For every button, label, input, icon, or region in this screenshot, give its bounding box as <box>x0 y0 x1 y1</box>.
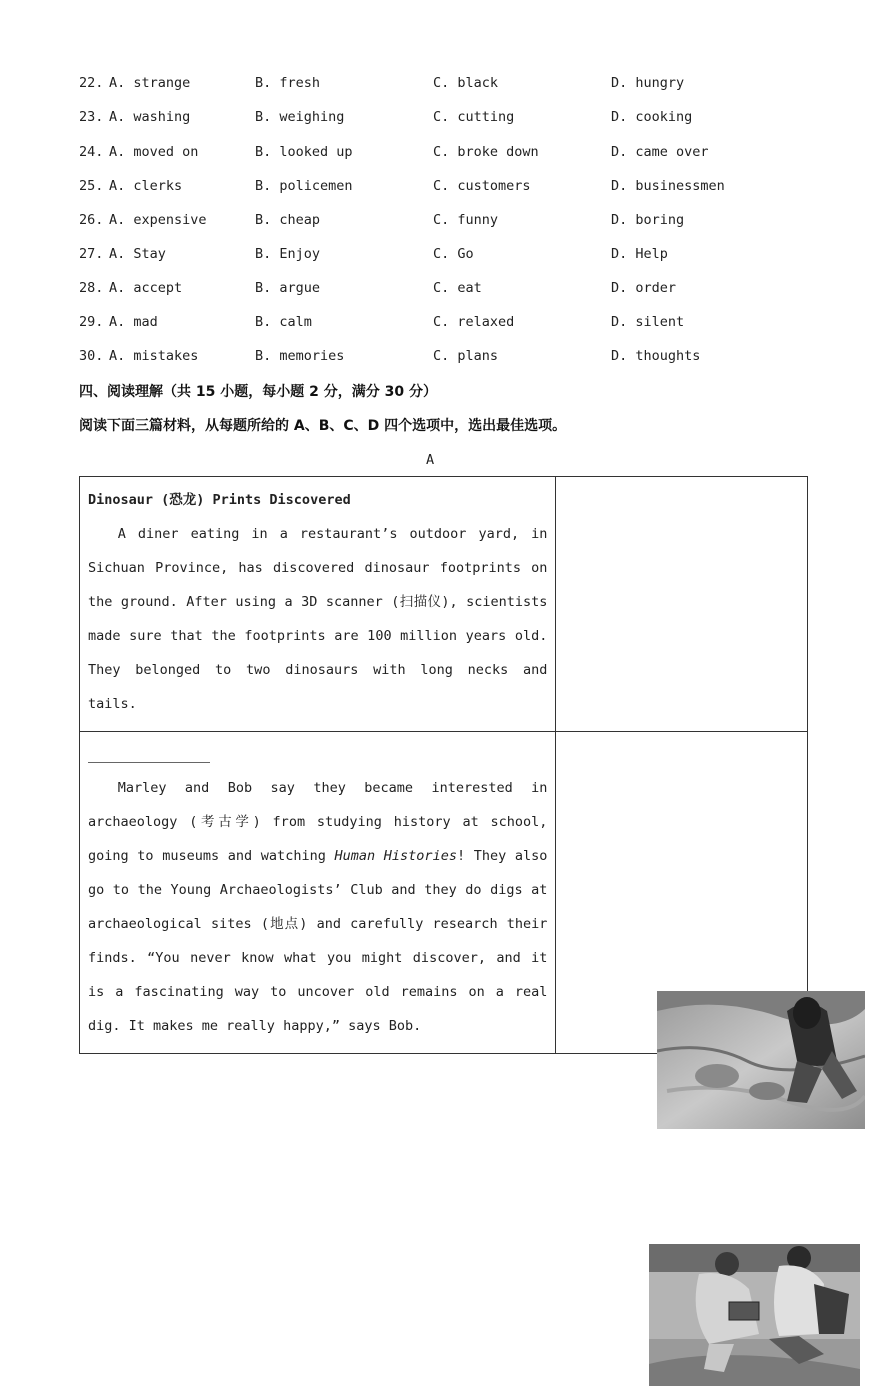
option-c: C. relaxed <box>433 314 515 330</box>
option-b: B. fresh <box>255 75 321 91</box>
option-c: C. funny <box>433 212 499 228</box>
option-d: D. hungry <box>611 75 685 91</box>
option-b: B. policemen <box>255 178 353 194</box>
option-c: C. customers <box>433 178 531 194</box>
option-b: B. calm <box>255 314 312 330</box>
option-b: B. weighing <box>255 109 345 125</box>
option-d: D. thoughts <box>611 348 701 364</box>
question-number: 29. <box>79 314 104 330</box>
dinosaur-footprint-photo <box>657 991 865 1129</box>
story-1-text-cell <box>80 477 556 732</box>
story-2-text-after: ! They also go to the Young Archaeologists’ Club and they do digs at archaeological sites (地点) and carefully research their finds. “You never know what you might discover, and it is a fascinating way to uncover old remains on a real dig. It makes me really happy,” says Bob. <box>88 848 548 1034</box>
story-1-title: Dinosaur (恐龙) Prints Discovered <box>88 492 351 508</box>
story-1-body: A diner eating in a restaurant’s outdoor yard, in Sichuan Province, has discovered dinosaur footprints on the ground. After using a 3D scanner (扫描仪), scientists made sure that the footprints are 100 million years old. They belonged to two dinosaurs with long necks and tails. <box>88 526 548 712</box>
option-d: D. boring <box>611 212 685 228</box>
option-c: C. cutting <box>433 109 515 125</box>
option-a: A. washing <box>109 109 191 125</box>
option-b: B. argue <box>255 280 321 296</box>
option-a: A. strange <box>109 75 191 91</box>
option-d: D. order <box>611 280 677 296</box>
passage-letter: A <box>426 452 435 468</box>
question-number: 23. <box>79 109 104 125</box>
question-row <box>79 280 819 300</box>
archaeology-dig-photo <box>649 1244 860 1386</box>
question-row <box>79 178 819 198</box>
option-d: D. silent <box>611 314 685 330</box>
option-a: A. accept <box>109 280 183 296</box>
question-row <box>79 75 819 95</box>
question-row <box>79 212 819 232</box>
story-2-italic-title: Human Histories <box>334 848 457 864</box>
option-c: C. broke down <box>433 144 539 160</box>
question-row <box>79 314 819 334</box>
option-d: D. Help <box>611 246 668 262</box>
question-row <box>79 348 819 368</box>
option-a: A. clerks <box>109 178 183 194</box>
option-b: B. looked up <box>255 144 353 160</box>
question-number: 27. <box>79 246 104 262</box>
option-d: D. came over <box>611 144 709 160</box>
question-number: 25. <box>79 178 104 194</box>
question-number: 28. <box>79 280 104 296</box>
option-c: C. plans <box>433 348 499 364</box>
option-c: C. eat <box>433 280 482 296</box>
story-1-image-cell <box>556 477 808 732</box>
question-row <box>79 144 819 164</box>
option-c: C. Go <box>433 246 474 262</box>
option-a: A. moved on <box>109 144 199 160</box>
question-number: 24. <box>79 144 104 160</box>
option-a: A. Stay <box>109 246 166 262</box>
question-number: 22. <box>79 75 104 91</box>
reading-table <box>79 476 808 1054</box>
question-number: 26. <box>79 212 104 228</box>
story-2-text-before: Marley and Bob say they became interested in archaeology (考古学) from studying history at school, going to museums and watching <box>88 780 548 864</box>
option-b: B. memories <box>255 348 345 364</box>
question-row <box>79 246 819 266</box>
option-a: A. mad <box>109 314 158 330</box>
section-heading: 四、阅读理解（共 15 小题，每小题 2 分，满分 30 分） <box>79 384 437 400</box>
question-row <box>79 109 819 129</box>
option-a: A. mistakes <box>109 348 199 364</box>
option-d: D. businessmen <box>611 178 725 194</box>
story-2-text-cell <box>80 732 556 1054</box>
option-a: A. expensive <box>109 212 207 228</box>
story-2-body <box>88 771 547 1043</box>
section-instruction: 阅读下面三篇材料，从每题所给的 A、B、C、D 四个选项中，选出最佳选项。 <box>79 418 567 434</box>
option-d: D. cooking <box>611 109 693 125</box>
story-2-title-blank <box>88 746 210 763</box>
option-b: B. cheap <box>255 212 321 228</box>
question-number: 30. <box>79 348 104 364</box>
option-b: B. Enjoy <box>255 246 321 262</box>
option-c: C. black <box>433 75 499 91</box>
